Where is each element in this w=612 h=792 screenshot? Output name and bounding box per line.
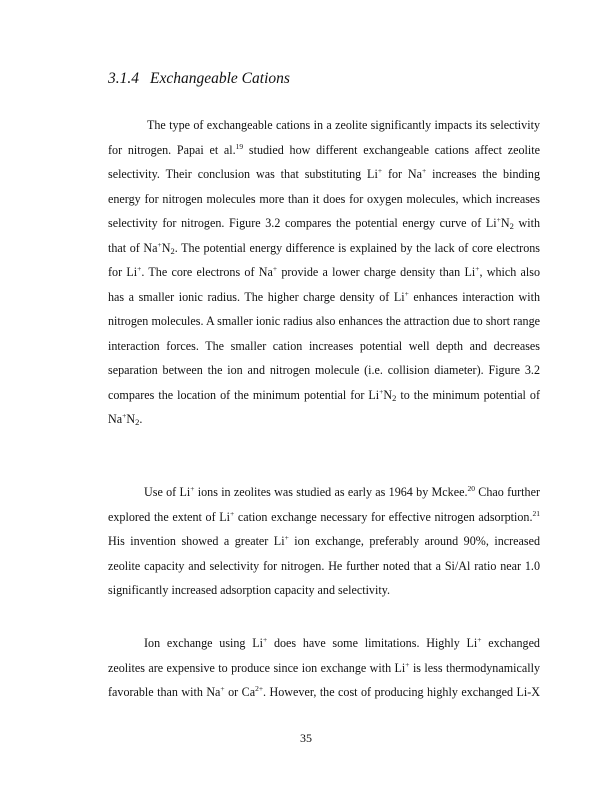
text-line: His invention showed a greater Li+ ion exchange, preferably around 90%, increased — [108, 533, 540, 548]
text-line: nitrogen molecules. A smaller ionic radius also enhances the attraction due to short range — [108, 314, 540, 328]
text-line: zeolites are expensive to produce since ion exchange with Li+ is less thermodynamically — [108, 659, 540, 675]
text-line: Ion exchange using Li+ does have some limitations. Highly Li+ exchanged — [144, 635, 540, 650]
text-line: selectivity for nitrogen. Figure 3.2 compares the potential energy curve of $Li^+N_2$ with — [108, 215, 540, 231]
text-line: has a smaller ionic radius. The higher charge density of Li+ enhances interaction with — [108, 288, 540, 304]
text-line: Use of Li+ ions in zeolites was studied as early as 1964 by Mckee.$^{20}$ Chao further — [144, 484, 540, 499]
text-line: for nitrogen. Papai et al.$^{19}$ studied how different exchangeable cations affect zeolite — [108, 141, 540, 157]
text-line: separation between the ion and nitrogen molecule (i.e. collision diameter). Figure 3.2 — [108, 363, 540, 377]
text-line: compares the location of the minimum potential for $Li^+N_2$ to the minimum potential of — [108, 386, 540, 403]
text-line: $Na^+N_2$. — [108, 411, 143, 427]
section-title: Exchangeable Cations — [150, 70, 290, 87]
section-number: 3.1.4 — [108, 70, 139, 87]
text-line: for Li+. The core electrons of Na+ provide a lower charge density than Li+, which also — [108, 264, 540, 279]
text-line: explored the extent of Li+ cation exchange necessary for effective nitrogen adsorption.$^{21}$ — [108, 508, 540, 524]
text-line: favorable than with Na+ or $Ca^{2+}$. However, the cost of producing highly exchanged Li-X — [108, 684, 540, 699]
text-line: that of $Na^+N_2$. The potential energy difference is explained by the lack of core electrons — [108, 239, 541, 256]
text-line: significantly increased adsorption capacity and selectivity. — [108, 583, 390, 597]
text-line: zeolite capacity and selectivity for nitrogen. He further noted that a Si/Al ratio near 1.0 — [108, 558, 540, 573]
section-heading — [108, 70, 290, 88]
page-number: 35 — [300, 731, 312, 745]
text-line: interaction forces. The smaller cation increases potential well depth and decreases — [108, 338, 540, 353]
text-line: The type of exchangeable cations in a zeolite significantly impacts its selectivity — [147, 118, 540, 132]
text-line: selectivity. Their conclusion was that substituting Li+ for Na+ increases the binding — [108, 166, 541, 181]
text-line: energy for nitrogen molecules more than it does for oxygen molecules, which increases — [108, 191, 540, 206]
